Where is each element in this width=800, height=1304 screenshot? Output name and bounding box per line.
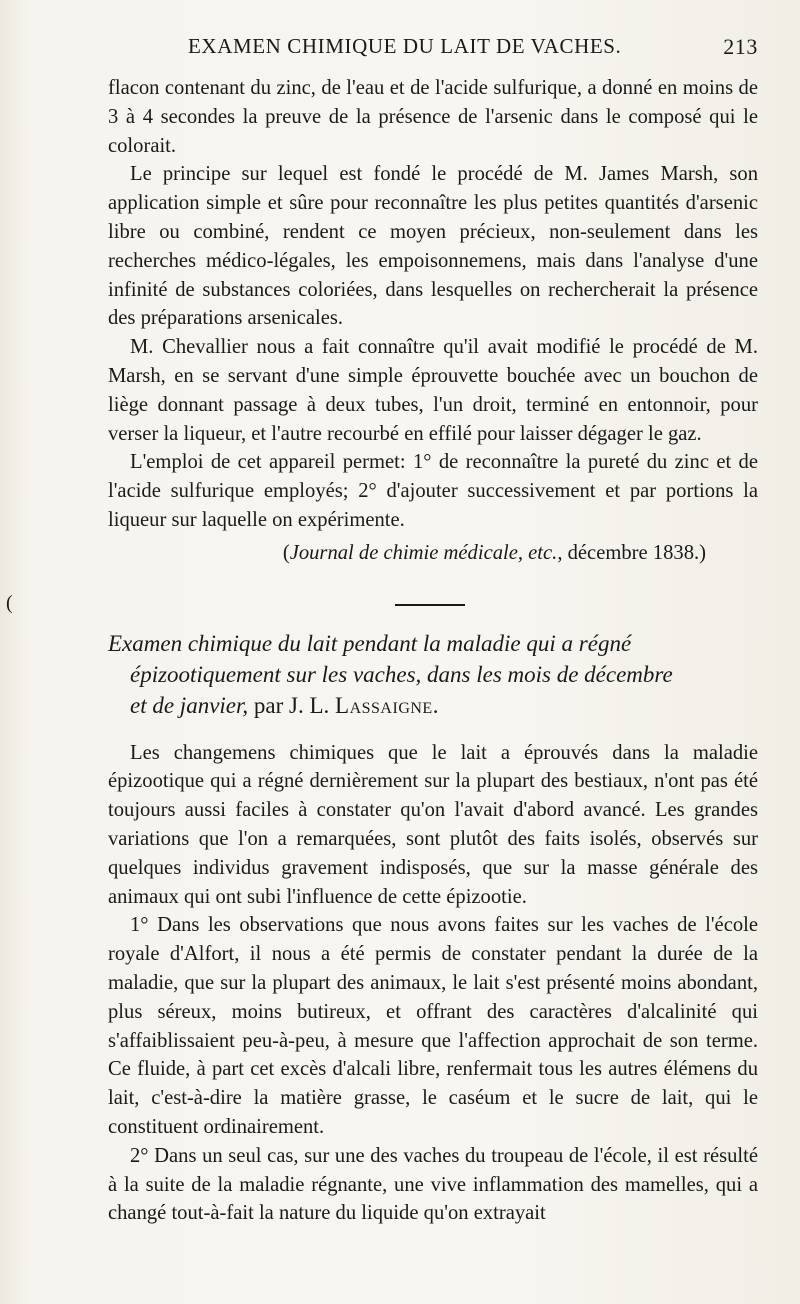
article-title-line-3	[108, 690, 758, 721]
paragraph: 2° Dans un seul cas, sur une des vaches du troupeau de l'école, il est résulté à la suite de la maladie régnante, une vive inflammation des mamelles, qui a changé tout-à-fait la nature du liquide qu'on extrayait	[108, 1144, 758, 1225]
paragraph: 1° Dans les observations que nous avons faites sur les vaches de l'école royale d'Alfort, il nous a été permis de constater pendant la durée de la maladie, que sur la plupart des animaux, le lait s'est présenté moins abondant, plus séreux, moins butireux, et offrant des caractères d'alcalinité qui s'affaiblissaient peu-à-peu, à mesure que l'affection approchait de son terme. Ce fluide, à part cet excès d'alcali libre, renfermait tous les autres élémens du lait, c'est-à-dire la matière grasse, le caséum et le sucre de lait, qui le constituent ordinairement.	[108, 914, 758, 1138]
running-title: EXAMEN CHIMIQUE DU LAIT DE VACHES.	[188, 34, 622, 58]
paragraph: Les changemens chimiques que le lait a éprouvés dans la maladie épizootique qui a régné dernièrement sur la plupart des bestiaux, n'ont pas été toujours aussi faciles à constater qu'on l'avait d'abord avancé. Les grandes variations que l'on a remarquées, sont plutôt des faits isolés, observés sur quelques individus gravement indisposés, que sur la masse générale des animaux qui ont subi l'influence de cette épizootie.	[108, 741, 758, 908]
paragraph: flacon contenant du zinc, de l'eau et de l'acide sulfurique, a donné en moins de 3 à 4 secondes la preuve de la présence de l'arsenic dans le composé qui le colorait.	[108, 77, 758, 157]
citation	[108, 539, 758, 568]
citation-journal: Journal de chimie médicale, etc.	[289, 541, 558, 564]
citation-open: (	[282, 541, 290, 564]
paragraph: L'emploi de cet appareil permet: 1° de reconnaître la pureté du zinc et de l'acide sulfurique employés; 2° d'ajouter successivement et par portions la liqueur sur laquelle on expérimente.	[108, 451, 758, 531]
article-title	[108, 628, 758, 721]
page-body	[108, 74, 758, 1228]
citation-date: , décembre 1838.)	[557, 541, 706, 564]
section-divider	[395, 604, 465, 606]
article-title-line: et de janvier,	[130, 692, 249, 718]
paragraph: M. Chevallier nous a fait connaître qu'il avait modifié le procédé de M. Marsh, en se servant d'une simple éprouvette bouchée avec un bouchon de liège donnant passage à deux tubes, l'un droit, terminé en entonnoir, pour verser la liqueur, et l'autre recourbé en effilé pour laisser dégager le gaz.	[108, 336, 758, 445]
paragraph: Le principe sur lequel est fondé le procédé de M. James Marsh, son application simple et sûre pour reconnaître les plus petites quantités d'arsenic libre ou combiné, rendent ce moyen précieux, non-seulement dans les recherches médico-légales, les empoisonnemens, mais dans l'analyse d'une infinité de substances coloriées, dans lesquelles on rechercherait la présence des préparations arsenicales.	[108, 163, 758, 330]
byline: par J. L.	[253, 692, 330, 718]
spacer	[108, 721, 758, 739]
page-number: 213	[723, 34, 758, 59]
article-title-line: Examen chimique du lait pendant la maladie qui a régné	[108, 630, 632, 656]
author-name: Lassaigne.	[335, 692, 439, 718]
page-header	[108, 34, 758, 68]
margin-mark: (	[6, 592, 13, 614]
article-title-line: épizootiquement sur les vaches, dans les mois de décembre	[130, 661, 673, 687]
